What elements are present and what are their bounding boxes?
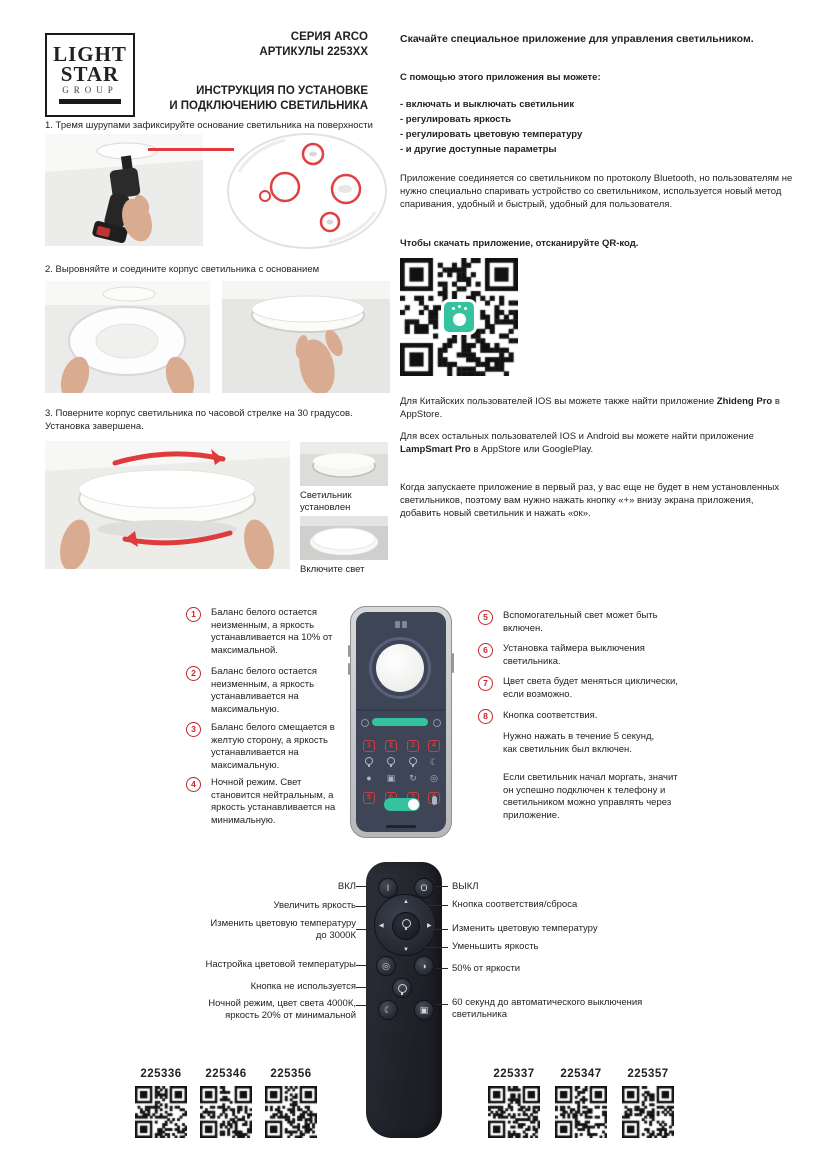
callout-6-text: Установка таймера выключения светильника. <box>503 643 645 667</box>
caption-installed: Светильник установлен <box>300 490 352 513</box>
color-dial <box>376 644 424 692</box>
remote-label-unused: Кнопка не используется <box>250 981 356 992</box>
bulb-icon <box>387 757 395 765</box>
remote-cct-preset-button: ◎ <box>376 956 396 976</box>
bulb-icon <box>409 757 417 765</box>
step2-label: 2. Выровняйте и соедините корпус светильника с основанием <box>45 264 320 275</box>
remote-50pct-button: ◑ <box>414 956 434 976</box>
step2-photo-attach <box>222 281 390 393</box>
connector-line <box>356 987 390 988</box>
app-button-5: ● 5 <box>359 768 379 804</box>
brightness-low-icon <box>361 719 369 727</box>
callout-4-text: Ночной режим. Свет становится нейтральным, а яркость устанавливается на минимальную. <box>211 777 336 826</box>
step2-photo-align <box>45 281 210 393</box>
brightness-high-icon <box>433 719 441 727</box>
remote-label-off: ВЫКЛ <box>452 881 479 892</box>
remote-label-auto-off: 60 секунд до автоматического выключения светильника <box>452 997 643 1020</box>
callout-8-badge: 8 <box>478 709 493 724</box>
brightness-down-arrow-icon: ▼ <box>403 947 409 953</box>
power-toggle <box>384 798 420 811</box>
connector-line <box>356 929 372 930</box>
step1-base-diagram <box>225 132 390 250</box>
product-qr-code <box>488 1086 540 1138</box>
product-code: 225337 <box>493 1068 535 1080</box>
lamp-on-photo <box>300 516 388 560</box>
product-code: 225346 <box>205 1068 247 1080</box>
pairing-icon: ◎ <box>430 773 438 783</box>
logo-bar <box>59 99 121 104</box>
callout-1-badge: 1 <box>186 607 201 622</box>
remote-pair-button <box>392 912 420 940</box>
app-section-title: Скачайте специальное приложение для управления светильником. <box>400 33 754 45</box>
remote-label-night-mode: Ночной режим, цвет света 4000К, яркость 20% от минимальной <box>208 998 356 1021</box>
callout-8-note1: Нужно нажать в течение 5 секунд, как светильник был включен. <box>503 731 655 755</box>
product-code: 225336 <box>140 1068 182 1080</box>
callout-4-badge: 4 <box>186 777 201 792</box>
remote-label-50pct: 50% от яркости <box>452 963 521 974</box>
step3-photo-rotate <box>45 441 290 569</box>
remote-label-brightness-up: Увеличить яркость <box>273 900 356 911</box>
logo-text: STAR <box>60 62 120 86</box>
callout-5-badge: 5 <box>478 610 493 625</box>
bulb-icon <box>365 757 373 765</box>
connector-line <box>430 929 448 930</box>
product-code: 225347 <box>560 1068 602 1080</box>
callout-2-badge: 2 <box>186 666 201 681</box>
callout-5-text: Вспомогательный свет может быть включен. <box>503 610 658 634</box>
product-qr-code <box>622 1086 674 1138</box>
feature-item: - регулировать цветовую температуру <box>400 129 583 140</box>
feature-item: - регулировать яркость <box>400 114 512 125</box>
brightness-up-arrow-icon: ▲ <box>403 899 409 905</box>
remote-label-brightness-down: Уменьшить яркость <box>452 941 539 952</box>
remote-label-pair-reset: Кнопка соответствия/сброса <box>452 899 578 910</box>
app-button-3: 3 <box>403 734 423 770</box>
cct-right-arrow-icon: ▶ <box>427 923 432 929</box>
callout-3-text: Баланс белого смещается в желтую сторону, а яркость устанавливается на максимальную. <box>211 722 335 771</box>
product-qr-code <box>555 1086 607 1138</box>
lamp-app-icon <box>441 299 477 335</box>
remote-label-on: ВКЛ <box>337 881 356 892</box>
microphone-icon <box>432 796 437 805</box>
step1-pointer-line <box>148 148 234 151</box>
status-icon <box>395 621 400 628</box>
connector-line <box>426 905 448 906</box>
app-features-list <box>400 97 796 157</box>
remote-label-change-cct: Изменить цветовую температуру <box>452 923 598 934</box>
callout-8-note2: Если светильник начал моргать, значит он успешно подключен к телефону и светильником можно управлять через приложение. <box>503 772 678 821</box>
connector-line <box>436 1004 448 1005</box>
phone-power-button <box>452 653 454 673</box>
brightness-slider <box>372 718 428 726</box>
app-button-1: 1 <box>359 734 379 770</box>
callout-2-text: Баланс белого остается неизменным, а яркость устанавливается на максимальную. <box>211 666 318 715</box>
timer-icon: ▣ <box>386 773 396 783</box>
phone-volume-button <box>348 645 350 657</box>
logo-text: LIGHT <box>53 42 127 66</box>
product-code: 225357 <box>627 1068 669 1080</box>
lampsmart-app-name: LampSmart Pro <box>400 444 471 455</box>
articles-title: АРТИКУЛЫ 2253ХХ <box>259 46 368 58</box>
phone-volume-button <box>348 663 350 675</box>
connector-line <box>436 968 448 969</box>
pairing-note: Приложение соединяется со светильником по протоколу Bluetooth, но пользователям не нужно специально спаривать устройство со светильником, используется новый метод спаривания, удобный и быстрый, удобный для пользователя. <box>400 173 793 210</box>
connector-line <box>356 1005 374 1006</box>
cct-left-arrow-icon: ◀ <box>379 923 384 929</box>
product-qr-code <box>200 1086 252 1138</box>
lamp-installed-photo <box>300 442 388 486</box>
connector-line <box>356 886 372 887</box>
app-subtitle: С помощью этого приложения вы можете: <box>400 72 601 83</box>
first-run-note: Когда запускаете приложение в первый раз, у вас еще не будет в нем установленных светильников, поэтому вам нужно нажать кнопку «+» внизу экрана приложения, добавить новый светильник и нажать «ок». <box>400 482 780 519</box>
app-button-4: 4 ☾ <box>429 742 439 767</box>
connector-line <box>424 947 448 948</box>
logo-text: GROUP <box>62 85 118 95</box>
caption-turn-on: Включите свет <box>300 564 365 575</box>
bulb-icon <box>402 919 411 928</box>
zhideng-app-name: Zhideng Pro <box>716 396 773 407</box>
moon-icon: ☾ <box>429 757 439 767</box>
step1-label: 1. Тремя шурупами зафиксируйте основание светильника на поверхности <box>45 120 373 131</box>
remote-on-button: I <box>378 878 398 898</box>
remote-label-cct-setting: Настройка цветовой температуры <box>205 959 356 970</box>
bulb-icon <box>398 984 407 993</box>
remote-label-cct-3000k: Изменить цветовую температуру до 3000К <box>210 918 356 941</box>
callout-1-text: Баланс белого остается неизменным, а яркость устанавливается на 10% от максимальной. <box>211 607 333 656</box>
feature-item: - включать и выключать светильник <box>400 99 575 110</box>
app-qr-code <box>400 258 518 376</box>
smartphone <box>350 606 452 838</box>
home-indicator <box>386 825 416 828</box>
product-code: 225356 <box>270 1068 312 1080</box>
remote-night-mode-button: ☾ <box>378 1000 398 1020</box>
china-ios-note: Для Китайских пользователей IOS вы можете также найти приложение Zhideng Pro в AppStore. <box>400 396 780 420</box>
color-cycle-icon: ↻ <box>409 773 417 783</box>
callout-7-badge: 7 <box>478 676 493 691</box>
remote-auto-off-button: ▣ <box>414 1000 434 1020</box>
remote-unused-button <box>392 978 412 998</box>
step3-label: 3. Поверните корпус светильника по часовой стрелке на 30 градусов. Установка завершена. <box>45 408 353 432</box>
screen-divider <box>356 709 446 711</box>
feature-item: - и другие доступные параметры <box>400 144 557 155</box>
document-header <box>150 30 368 114</box>
callout-8-text: Кнопка соответствия. <box>503 710 598 721</box>
connector-line <box>436 886 448 887</box>
app-screen <box>356 612 446 832</box>
connector-line <box>356 965 374 966</box>
page-title: ИНСТРУКЦИЯ ПО УСТАНОВКЕ И ПОДКЛЮЧЕНИЮ СВЕТИЛЬНИКА <box>169 85 368 112</box>
callout-3-badge: 3 <box>186 722 201 737</box>
connector-line <box>356 906 378 907</box>
product-qr-code <box>135 1086 187 1138</box>
lightstar-logo <box>45 33 135 117</box>
remote-control <box>366 862 442 1138</box>
product-qr-code <box>265 1086 317 1138</box>
series-title: СЕРИЯ ARCO <box>290 31 368 43</box>
remote-off-button: O <box>414 878 434 898</box>
other-users-note: Для всех остальных пользователей IOS и Android вы можете найти приложение LampSmart Pro в AppStore или GooglePlay. <box>400 431 754 455</box>
aux-light-icon: ● <box>366 773 372 783</box>
app-button-2: 2 <box>381 734 401 770</box>
qr-prompt: Чтобы скачать приложение, отсканируйте QR-код. <box>400 238 639 249</box>
status-icon <box>402 621 407 628</box>
callout-6-badge: 6 <box>478 643 493 658</box>
callout-7-text: Цвет света будет меняться циклически, если возможно. <box>503 676 678 700</box>
